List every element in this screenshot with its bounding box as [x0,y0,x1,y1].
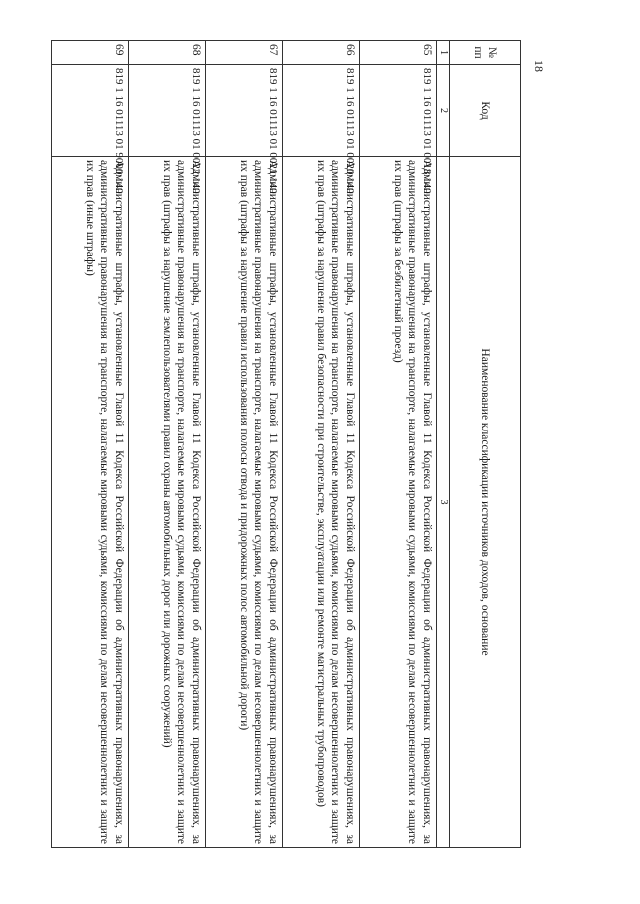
rotated-table-container [84,40,521,848]
header-num: № пп [450,41,521,65]
row-code: 819 1 16 01113 01 0020 140 [283,65,360,157]
row-number: 67 [206,41,283,65]
row-description: Административные штрафы, установленные Главой 11 Кодекса Российской Федерации об административных правонарушениях, за административные правонарушения на транспорте, налагаемые мировыми судьями, комиссиями по делам несовершеннолетних и защите их прав (штрафы за нарушение землепользователями правил охраны автомобильных дорог или дорожных сооружений) [129,157,206,848]
row-number: 68 [129,41,206,65]
row-code: 819 1 16 01113 01 0022 140 [129,65,206,157]
row-number: 69 [52,41,129,65]
column-number: 2 [437,65,450,157]
row-number: 66 [283,41,360,65]
row-description: Административные штрафы, установленные Главой 11 Кодекса Российской Федерации об административных правонарушениях, за административные правонарушения на транспорте, налагаемые мировыми судьями, комиссиями по делам несовершеннолетних и защите их прав (штрафы за безбилетный проезд) [360,157,437,848]
row-code: 819 1 16 01113 01 0021 140 [206,65,283,157]
header-code: Код [450,65,521,157]
table-row [129,41,206,848]
column-numbers-row [437,41,450,848]
row-code: 819 1 16 01113 01 0018 140 [360,65,437,157]
row-description: Административные штрафы, установленные Главой 11 Кодекса Российской Федерации об административных правонарушениях, за административные правонарушения на транспорте, налагаемые мировыми судьями, комиссиями по делам несовершеннолетних и защите их прав (штрафы за нарушение правил безопасности при строительстве, эксплуатации или ремонте магистральных трубопроводов) [283,157,360,848]
table-row [52,41,129,848]
row-code: 819 1 16 01113 01 9000 140 [52,65,129,157]
column-number: 1 [437,41,450,65]
row-description: Административные штрафы, установленные Главой 11 Кодекса Российской Федерации об административных правонарушениях, за административные правонарушения на транспорте, налагаемые мировыми судьями, комиссиями по делам несовершеннолетних и защите их прав (штрафы за нарушение правил использования полосы отвода и придорожных полос автомобильной дороги) [206,157,283,848]
table-header-row [450,41,521,848]
revenue-classification-table [51,40,521,848]
header-name: Наименование классификации источников доходов, основание [450,157,521,848]
page-number: 18 [532,60,546,72]
table-row [283,41,360,848]
row-number: 65 [360,41,437,65]
column-number: 3 [437,157,450,848]
table-row [360,41,437,848]
table-row [206,41,283,848]
row-description: Административные штрафы, установленные Главой 11 Кодекса Российской Федерации об административных правонарушениях, за административные правонарушения на транспорте, налагаемые мировыми судьями, комиссиями по делам несовершеннолетних и защите их прав (иные штрафы) [52,157,129,848]
